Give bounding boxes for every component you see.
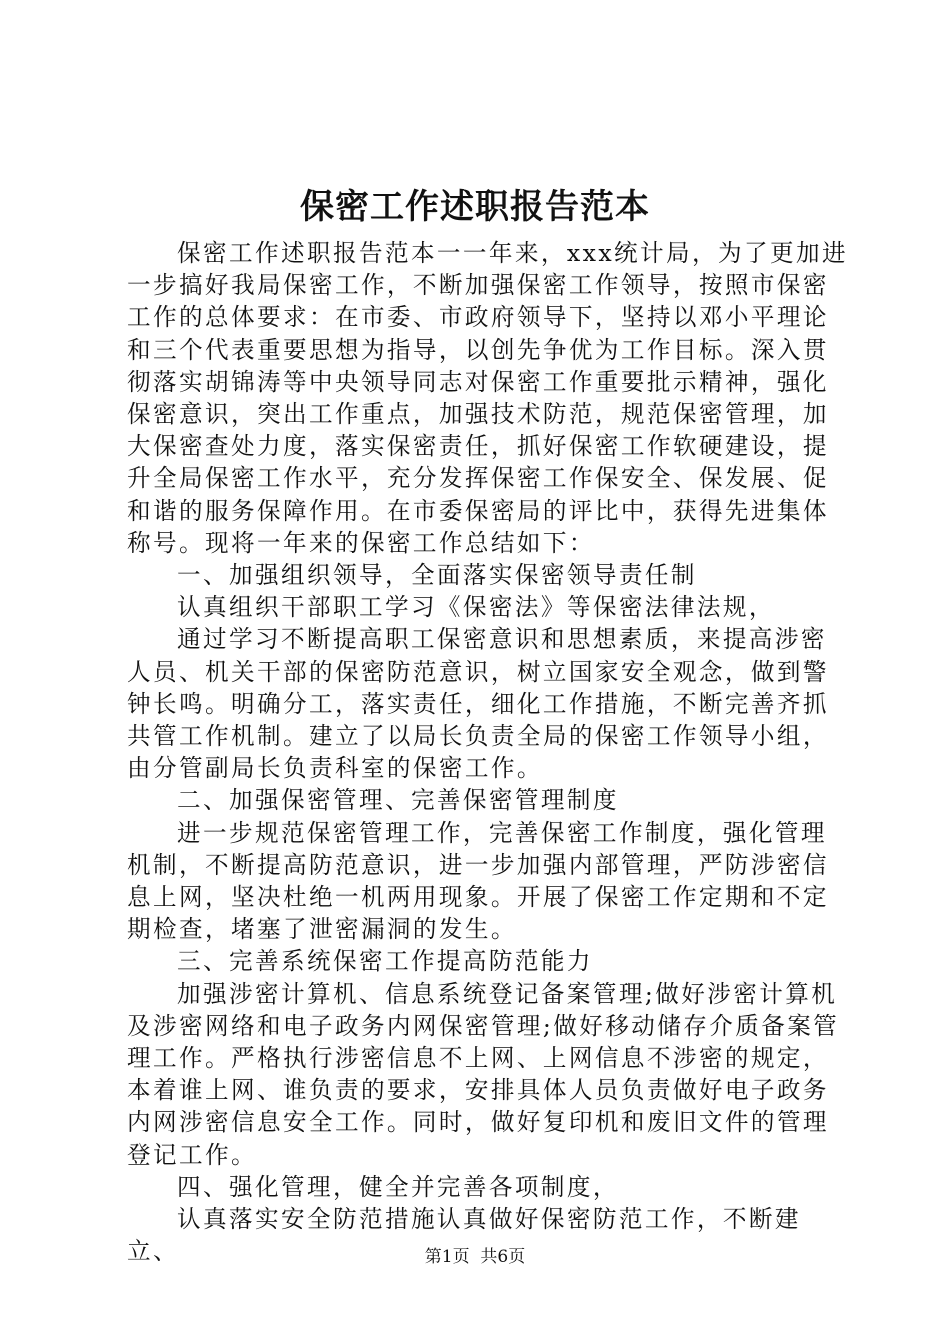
section-heading-2: 二、加强保密管理、完善保密管理制度 — [177, 786, 619, 815]
paragraph-measures: 认真落实安全防范措施认真做好保密防范工作，不断建立、 — [127, 1205, 801, 1266]
document-body — [127, 237, 849, 1268]
section-heading-3: 三、完善系统保密工作提高防范能力 — [177, 947, 593, 976]
section-heading-4: 四、强化管理，健全并完善各项制度， — [177, 1172, 619, 1201]
paragraph-awareness: 通过学习不断提高职工保密意识和思想素质，来提高涉密人员、机关干部的保密防范意识，树立国家安全观念，做到警钟长鸣。明确分工，落实责任，细化工作措施，不断完善齐抓共管工作机制。建立了以局长负责全局的保密工作领导小组，由分管副局长负责科室的保密工作。 — [127, 625, 829, 783]
paragraph-systems: 加强涉密计算机、信息系统登记备案管理;做好涉密计算机及涉密网络和电子政务内网保密管理;做好移动储存介质备案管理工作。严格执行涉密信息不上网、上网信息不涉密的规定，本着谁上网、谁负责的要求，安排具体人员负责做好电子政务内网涉密信息安全工作。同时，做好复印机和废旧文件的管理登记工作。 — [127, 979, 840, 1169]
page-number-footer: 第1页 共6页 — [424, 1247, 526, 1267]
paragraph-intro: 保密工作述职报告范本一一年来，xxx统计局，为了更加进一步搞好我局保密工作，不断加强保密工作领导，按照市保密工作的总体要求：在市委、市政府领导下，坚持以邓小平理论和三个代表重要思想为指导，以创先争优为工作目标。深入贯彻落实胡锦涛等中央领导同志对保密工作重要批示精神，强化保密意识，突出工作重点，加强技术防范，规范保密管理，加大保密查处力度，落实保密责任，抓好保密工作软硬建设，提升全局保密工作水平，充分发挥保密工作保安全、保发展、促和谐的服务保障作用。在市委保密局的评比中，获得先进集体称号。现将一年来的保密工作总结如下： — [127, 239, 848, 557]
paragraph-study-law: 认真组织干部职工学习《保密法》等保密法律法规， — [177, 593, 775, 622]
document-title: 保密工作述职报告范本 — [300, 187, 650, 227]
section-heading-1: 一、加强组织领导，全面落实保密领导责任制 — [177, 561, 697, 590]
paragraph-management: 进一步规范保密管理工作，完善保密工作制度，强化管理机制，不断提高防范意识，进一步加强内部管理，严防涉密信息上网，坚决杜绝一机两用现象。开展了保密工作定期和不定期检查，堵塞了泄密漏洞的发生。 — [127, 818, 829, 944]
